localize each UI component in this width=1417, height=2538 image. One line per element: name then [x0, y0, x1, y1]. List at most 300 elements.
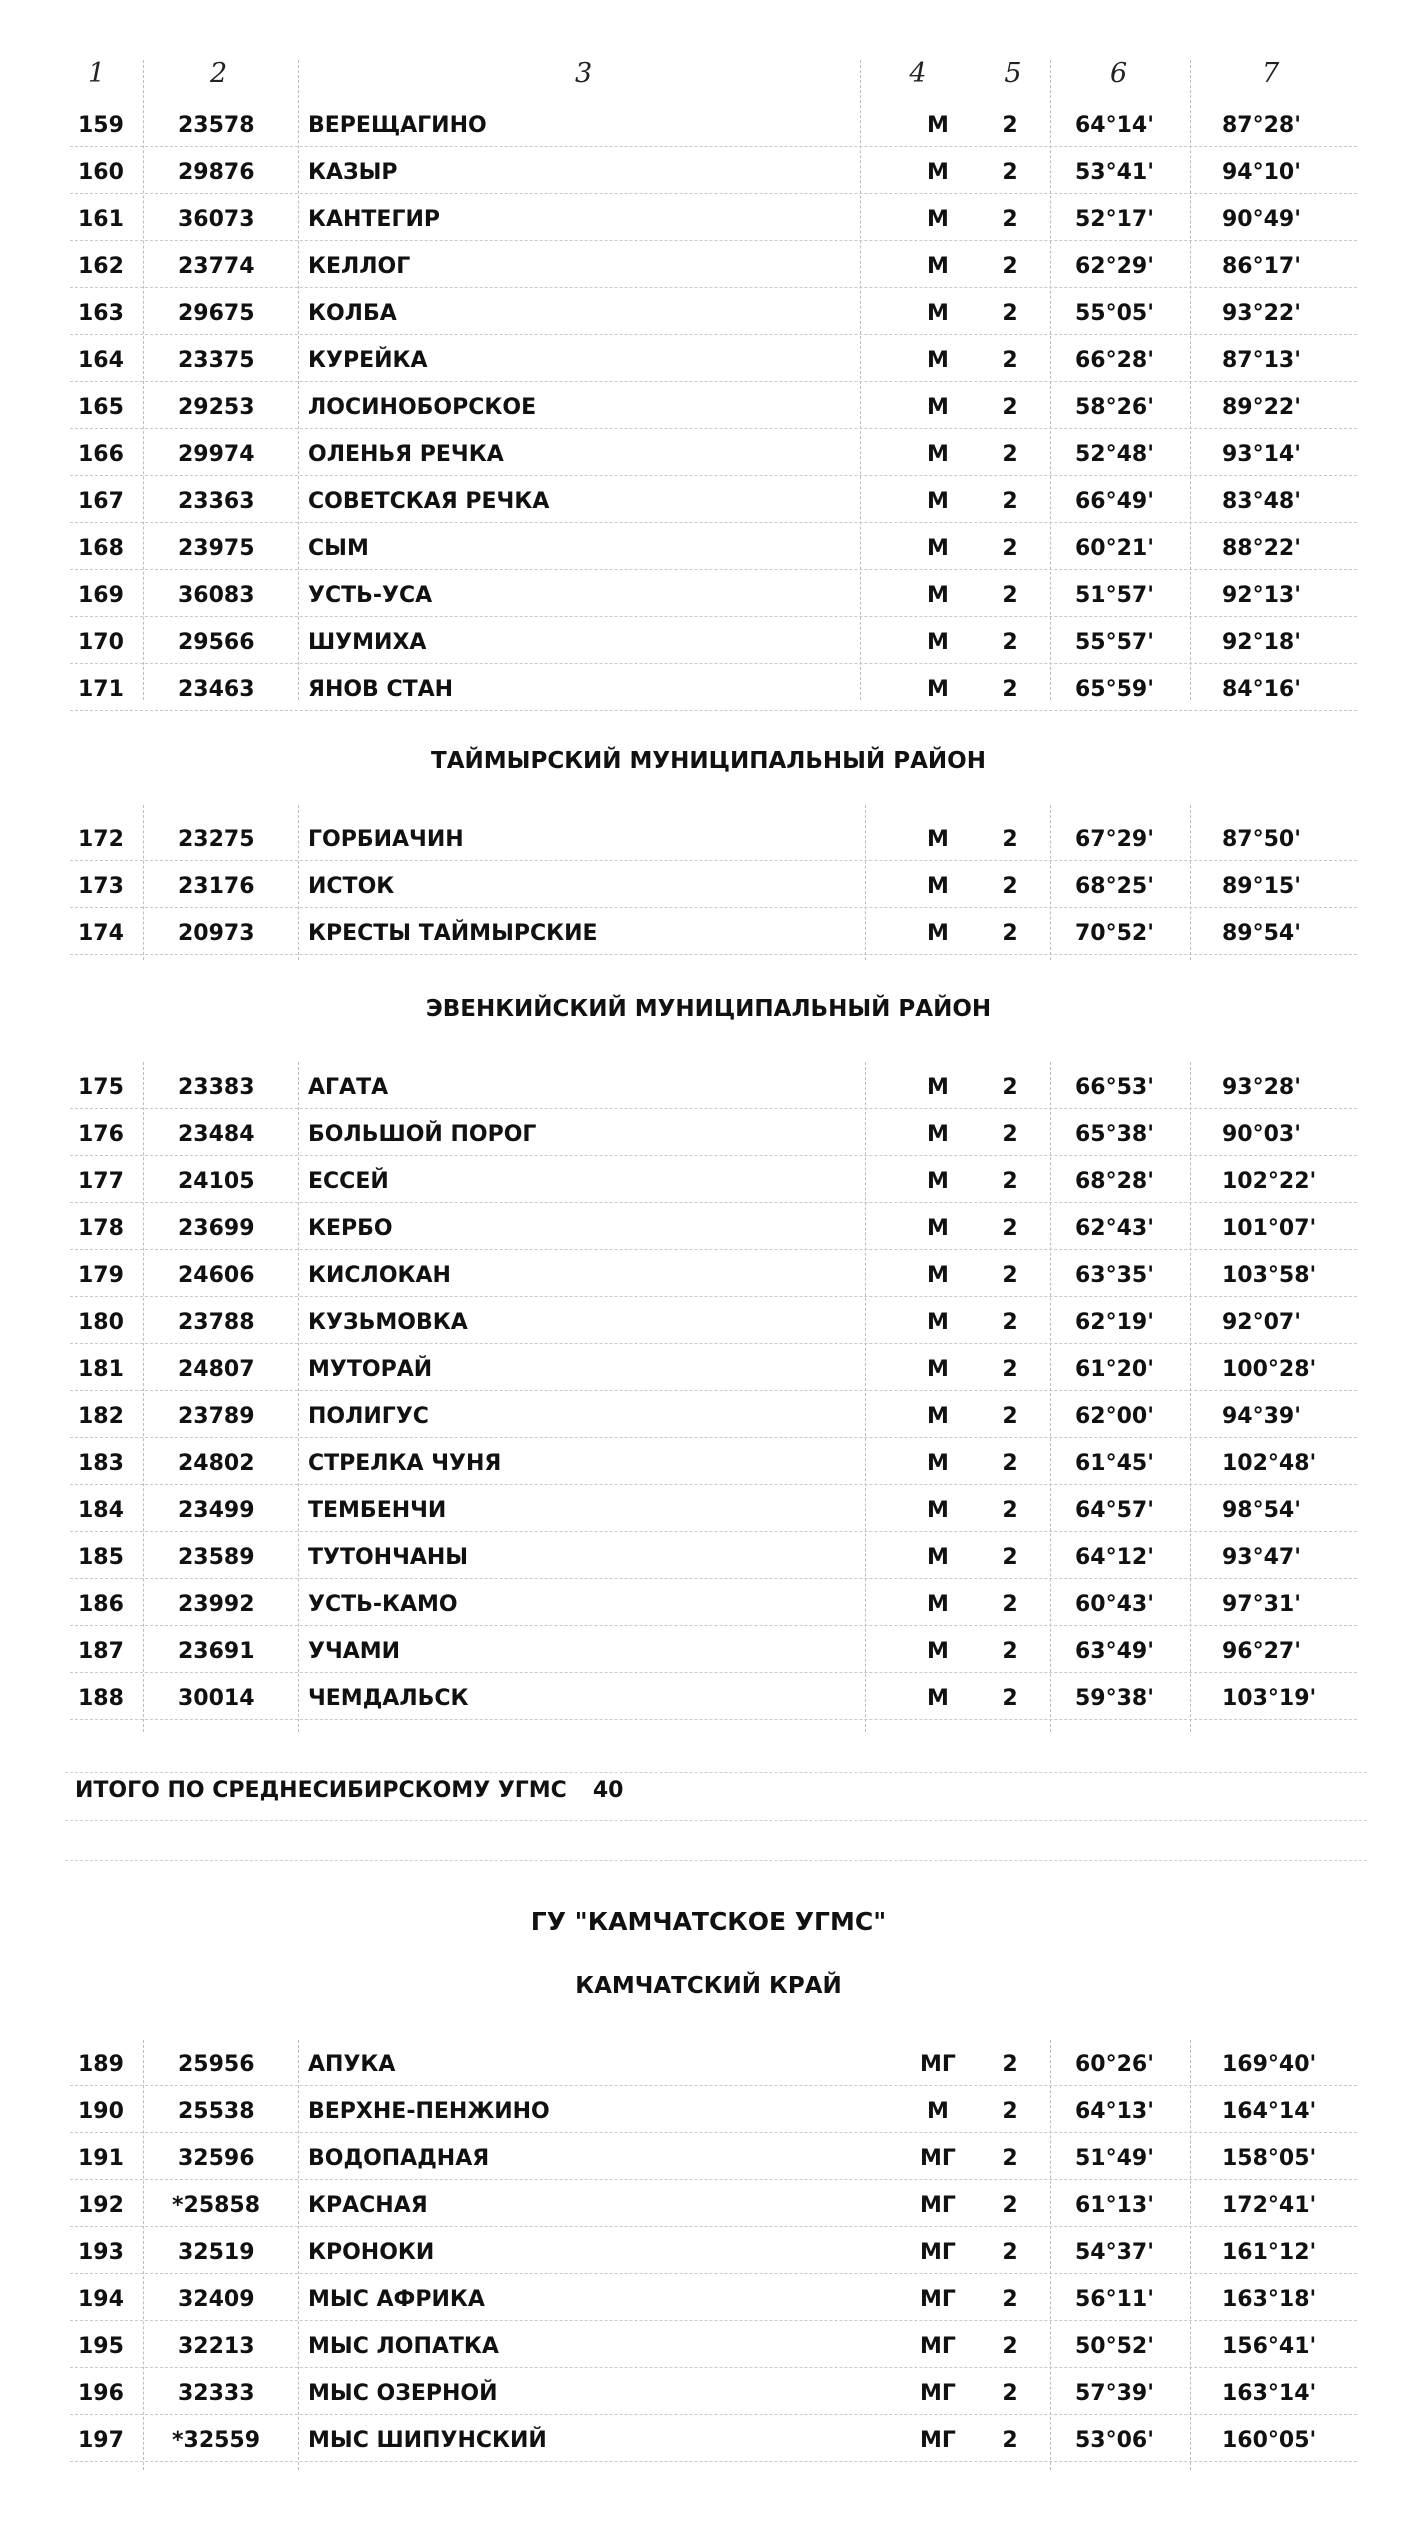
header-col-7: 7: [1262, 58, 1280, 89]
row-number: 186: [78, 1592, 124, 1617]
table-row: [0, 619, 1417, 666]
station-index: *32559: [172, 2428, 261, 2453]
station-index: 30014: [178, 1686, 255, 1711]
latitude: 55°57': [1075, 630, 1154, 655]
row-number: 190: [78, 2099, 124, 2124]
station-type: МГ: [920, 2334, 956, 2359]
table-row: [0, 666, 1417, 713]
table-row: [0, 910, 1417, 957]
row-number: 179: [78, 1263, 124, 1288]
row-number: 193: [78, 2240, 124, 2265]
station-index: 23383: [178, 1075, 255, 1100]
table-row: [0, 1628, 1417, 1675]
row-number: 178: [78, 1216, 124, 1241]
latitude: 66°28': [1075, 348, 1154, 373]
station-index: 29675: [178, 301, 255, 326]
row-number: 166: [78, 442, 124, 467]
station-index: 23499: [178, 1498, 255, 1523]
station-category: 2: [1002, 1310, 1018, 1335]
table-row: [0, 1111, 1417, 1158]
table-row: [0, 102, 1417, 149]
station-type: МГ: [920, 2381, 956, 2406]
table-row: [0, 1158, 1417, 1205]
station-type: М: [927, 1592, 949, 1617]
table-row: [0, 1534, 1417, 1581]
station-index: 29253: [178, 395, 255, 420]
station-type: М: [927, 1122, 949, 1147]
table-row: [0, 2323, 1417, 2370]
station-type: М: [927, 1216, 949, 1241]
table-row: [0, 1487, 1417, 1534]
station-name: УСТЬ-КАМО: [308, 1592, 458, 1617]
station-name: КАНТЕГИР: [308, 207, 441, 232]
latitude: 65°59': [1075, 677, 1154, 702]
station-category: 2: [1002, 301, 1018, 326]
row-number: 164: [78, 348, 124, 373]
station-type: М: [927, 1451, 949, 1476]
longitude: 158°05': [1222, 2146, 1317, 2171]
table-row: [0, 1205, 1417, 1252]
table-row: [0, 149, 1417, 196]
station-category: 2: [1002, 1169, 1018, 1194]
row-number: 197: [78, 2428, 124, 2453]
station-category: 2: [1002, 2381, 1018, 2406]
latitude: 50°52': [1075, 2334, 1154, 2359]
station-type: МГ: [920, 2240, 956, 2265]
station-type: М: [927, 1263, 949, 1288]
row-number: 165: [78, 395, 124, 420]
station-category: 2: [1002, 1639, 1018, 1664]
total-value: 40: [592, 1778, 624, 1803]
table-row: [0, 1252, 1417, 1299]
station-category: 2: [1002, 583, 1018, 608]
station-index: 29974: [178, 442, 255, 467]
station-category: 2: [1002, 677, 1018, 702]
station-category: 2: [1002, 2099, 1018, 2124]
station-name: ГОРБИАЧИН: [308, 827, 464, 852]
section-title-evenki: ЭВЕНКИЙСКИЙ МУНИЦИПАЛЬНЫЙ РАЙОН: [425, 996, 992, 1022]
station-category: 2: [1002, 1545, 1018, 1570]
station-name: КЕЛЛОГ: [308, 254, 411, 279]
header-col-3: 3: [575, 58, 593, 89]
table-row: [0, 1064, 1417, 1111]
station-name: МУТОРАЙ: [308, 1357, 433, 1382]
table-row: [0, 478, 1417, 525]
latitude: 62°29': [1075, 254, 1154, 279]
table-row: [0, 290, 1417, 337]
longitude: 83°48': [1222, 489, 1301, 514]
table-row: [0, 2417, 1417, 2464]
station-index: 25538: [178, 2099, 255, 2124]
latitude: 57°39': [1075, 2381, 1154, 2406]
station-category: 2: [1002, 536, 1018, 561]
table-row: [0, 1675, 1417, 1722]
station-type: М: [927, 583, 949, 608]
station-type: М: [927, 113, 949, 138]
latitude: 58°26': [1075, 395, 1154, 420]
station-name: ЧЕМДАЛЬСК: [308, 1686, 469, 1711]
row-number: 196: [78, 2381, 124, 2406]
station-type: М: [927, 1686, 949, 1711]
station-name: МЫС ОЗЕРНОЙ: [308, 2381, 498, 2406]
longitude: 103°19': [1222, 1686, 1317, 1711]
table-row: [0, 196, 1417, 243]
longitude: 94°10': [1222, 160, 1301, 185]
table-row: [0, 525, 1417, 572]
row-number: 172: [78, 827, 124, 852]
longitude: 87°13': [1222, 348, 1301, 373]
station-name: ТУТОНЧАНЫ: [308, 1545, 469, 1570]
station-index: 23975: [178, 536, 255, 561]
latitude: 56°11': [1075, 2287, 1154, 2312]
longitude: 100°28': [1222, 1357, 1317, 1382]
latitude: 52°48': [1075, 442, 1154, 467]
table-header: [0, 58, 1417, 102]
station-index: 36083: [178, 583, 255, 608]
divider: [65, 1772, 1367, 1773]
longitude: 156°41': [1222, 2334, 1317, 2359]
longitude: 88°22': [1222, 536, 1301, 561]
table-row: [0, 1581, 1417, 1628]
row-number: 171: [78, 677, 124, 702]
station-index: 23463: [178, 677, 255, 702]
latitude: 66°49': [1075, 489, 1154, 514]
station-category: 2: [1002, 113, 1018, 138]
station-index: 23176: [178, 874, 255, 899]
total-line: [75, 1778, 623, 1803]
row-number: 161: [78, 207, 124, 232]
row-number: 180: [78, 1310, 124, 1335]
station-category: 2: [1002, 1075, 1018, 1100]
row-number: 173: [78, 874, 124, 899]
station-category: 2: [1002, 1263, 1018, 1288]
row-number: 184: [78, 1498, 124, 1523]
station-name: КЕРБО: [308, 1216, 393, 1241]
station-name: ПОЛИГУС: [308, 1404, 429, 1429]
station-category: 2: [1002, 2146, 1018, 2171]
section-title-kamchatka: КАМЧАТСКИЙ КРАЙ: [575, 1973, 842, 1999]
header-col-5: 5: [1004, 58, 1022, 89]
station-name: ИСТОК: [308, 874, 395, 899]
station-category: 2: [1002, 395, 1018, 420]
station-index: 32333: [178, 2381, 255, 2406]
longitude: 92°18': [1222, 630, 1301, 655]
station-index: 24802: [178, 1451, 255, 1476]
longitude: 93°28': [1222, 1075, 1301, 1100]
longitude: 87°50': [1222, 827, 1301, 852]
longitude: 94°39': [1222, 1404, 1301, 1429]
station-category: 2: [1002, 630, 1018, 655]
latitude: 61°45': [1075, 1451, 1154, 1476]
latitude: 62°43': [1075, 1216, 1154, 1241]
station-type: М: [927, 1169, 949, 1194]
station-index: 23275: [178, 827, 255, 852]
station-type: М: [927, 1357, 949, 1382]
station-name: МЫС АФРИКА: [308, 2287, 485, 2312]
latitude: 61°13': [1075, 2193, 1154, 2218]
table-row: [0, 2229, 1417, 2276]
longitude: 163°18': [1222, 2287, 1317, 2312]
station-type: М: [927, 1075, 949, 1100]
station-index: 23578: [178, 113, 255, 138]
station-name: КРОНОКИ: [308, 2240, 435, 2265]
latitude: 68°25': [1075, 874, 1154, 899]
table-row: [0, 384, 1417, 431]
station-name: БОЛЬШОЙ ПОРОГ: [308, 1122, 537, 1147]
row-number: 174: [78, 921, 124, 946]
station-type: МГ: [920, 2287, 956, 2312]
station-type: М: [927, 395, 949, 420]
station-name: КОЛБА: [308, 301, 397, 326]
station-type: М: [927, 1639, 949, 1664]
station-index: 23589: [178, 1545, 255, 1570]
station-name: УСТЬ-УСА: [308, 583, 433, 608]
table-row: [0, 1440, 1417, 1487]
latitude: 66°53': [1075, 1075, 1154, 1100]
longitude: 98°54': [1222, 1498, 1301, 1523]
longitude: 96°27': [1222, 1639, 1301, 1664]
station-name: КРЕСТЫ ТАЙМЫРСКИЕ: [308, 921, 598, 946]
station-name: ОЛЕНЬЯ РЕЧКА: [308, 442, 504, 467]
latitude: 65°38': [1075, 1122, 1154, 1147]
station-category: 2: [1002, 348, 1018, 373]
table-row: [0, 431, 1417, 478]
station-name: УЧАМИ: [308, 1639, 401, 1664]
station-type: М: [927, 1310, 949, 1335]
station-category: 2: [1002, 489, 1018, 514]
row-number: 185: [78, 1545, 124, 1570]
latitude: 53°06': [1075, 2428, 1154, 2453]
row-number: 195: [78, 2334, 124, 2359]
station-index: 32409: [178, 2287, 255, 2312]
longitude: 161°12': [1222, 2240, 1317, 2265]
row-number: 162: [78, 254, 124, 279]
longitude: 93°22': [1222, 301, 1301, 326]
header-col-4: 4: [909, 58, 927, 89]
latitude: 63°35': [1075, 1263, 1154, 1288]
row-number: 175: [78, 1075, 124, 1100]
row-number: 160: [78, 160, 124, 185]
station-category: 2: [1002, 921, 1018, 946]
station-index: *25858: [172, 2193, 261, 2218]
latitude: 64°13': [1075, 2099, 1154, 2124]
station-name: СОВЕТСКАЯ РЕЧКА: [308, 489, 550, 514]
station-type: М: [927, 827, 949, 852]
station-category: 2: [1002, 2052, 1018, 2077]
station-name: ВЕРЕЩАГИНО: [308, 113, 487, 138]
table-row: [0, 572, 1417, 619]
station-type: М: [927, 536, 949, 561]
agency-title: ГУ "КАМЧАТСКОЕ УГМС": [530, 1907, 887, 1936]
latitude: 62°00': [1075, 1404, 1154, 1429]
station-name: ЕССЕЙ: [308, 1169, 389, 1194]
station-index: 32596: [178, 2146, 255, 2171]
table-row: [0, 816, 1417, 863]
station-category: 2: [1002, 2240, 1018, 2265]
station-type: М: [927, 677, 949, 702]
section-title-taimyr: ТАЙМЫРСКИЙ МУНИЦИПАЛЬНЫЙ РАЙОН: [431, 748, 986, 774]
row-number: 177: [78, 1169, 124, 1194]
station-category: 2: [1002, 1498, 1018, 1523]
longitude: 172°41': [1222, 2193, 1317, 2218]
station-index: 23774: [178, 254, 255, 279]
latitude: 67°29': [1075, 827, 1154, 852]
header-col-6: 6: [1110, 58, 1128, 89]
longitude: 101°07': [1222, 1216, 1317, 1241]
table-row: [0, 2088, 1417, 2135]
longitude: 89°54': [1222, 921, 1301, 946]
station-type: М: [927, 630, 949, 655]
header-col-2: 2: [210, 58, 228, 89]
table-row: [0, 337, 1417, 384]
station-index: 36073: [178, 207, 255, 232]
divider: [65, 1860, 1367, 1861]
station-category: 2: [1002, 1216, 1018, 1241]
station-type: МГ: [920, 2052, 956, 2077]
table-row: [0, 2135, 1417, 2182]
station-index: 25956: [178, 2052, 255, 2077]
station-category: 2: [1002, 2334, 1018, 2359]
latitude: 60°43': [1075, 1592, 1154, 1617]
table-row: [0, 2182, 1417, 2229]
station-category: 2: [1002, 874, 1018, 899]
longitude: 90°49': [1222, 207, 1301, 232]
row-number: 182: [78, 1404, 124, 1429]
station-type: М: [927, 921, 949, 946]
latitude: 51°49': [1075, 2146, 1154, 2171]
latitude: 70°52': [1075, 921, 1154, 946]
station-category: 2: [1002, 207, 1018, 232]
row-number: 183: [78, 1451, 124, 1476]
station-name: ВЕРХНЕ-ПЕНЖИНО: [308, 2099, 550, 2124]
longitude: 86°17': [1222, 254, 1301, 279]
station-name: ЯНОВ СТАН: [308, 677, 454, 702]
station-name: МЫС ШИПУНСКИЙ: [308, 2428, 547, 2453]
station-type: М: [927, 207, 949, 232]
station-type: М: [927, 301, 949, 326]
station-name: КУРЕЙКА: [308, 348, 428, 373]
table-row: [0, 2276, 1417, 2323]
station-type: М: [927, 254, 949, 279]
longitude: 87°28': [1222, 113, 1301, 138]
row-number: 191: [78, 2146, 124, 2171]
row-number: 187: [78, 1639, 124, 1664]
row-number: 168: [78, 536, 124, 561]
header-col-1: 1: [88, 58, 106, 89]
station-category: 2: [1002, 2287, 1018, 2312]
station-name: КУЗЬМОВКА: [308, 1310, 468, 1335]
station-index: 23992: [178, 1592, 255, 1617]
row-number: 163: [78, 301, 124, 326]
station-category: 2: [1002, 160, 1018, 185]
longitude: 84°16': [1222, 677, 1301, 702]
latitude: 64°12': [1075, 1545, 1154, 1570]
station-type: М: [927, 2099, 949, 2124]
station-type: М: [927, 1545, 949, 1570]
longitude: 93°47': [1222, 1545, 1301, 1570]
station-category: 2: [1002, 2193, 1018, 2218]
table-row: [0, 1346, 1417, 1393]
table-row: [0, 1393, 1417, 1440]
latitude: 62°19': [1075, 1310, 1154, 1335]
station-name: АГАТА: [308, 1075, 389, 1100]
latitude: 54°37': [1075, 2240, 1154, 2265]
longitude: 93°14': [1222, 442, 1301, 467]
station-type: М: [927, 489, 949, 514]
station-index: 29876: [178, 160, 255, 185]
longitude: 169°40': [1222, 2052, 1317, 2077]
station-category: 2: [1002, 2428, 1018, 2453]
station-type: М: [927, 874, 949, 899]
station-index: 24105: [178, 1169, 255, 1194]
latitude: 53°41': [1075, 160, 1154, 185]
station-type: М: [927, 348, 949, 373]
station-type: МГ: [920, 2428, 956, 2453]
station-index: 23788: [178, 1310, 255, 1335]
station-type: М: [927, 442, 949, 467]
station-index: 23375: [178, 348, 255, 373]
station-category: 2: [1002, 1122, 1018, 1147]
row-number: 189: [78, 2052, 124, 2077]
latitude: 61°20': [1075, 1357, 1154, 1382]
latitude: 63°49': [1075, 1639, 1154, 1664]
table-row: [0, 243, 1417, 290]
row-number: 192: [78, 2193, 124, 2218]
station-type: МГ: [920, 2193, 956, 2218]
row-number: 176: [78, 1122, 124, 1147]
row-number: 167: [78, 489, 124, 514]
latitude: 52°17': [1075, 207, 1154, 232]
station-category: 2: [1002, 1592, 1018, 1617]
latitude: 60°26': [1075, 2052, 1154, 2077]
row-number: 170: [78, 630, 124, 655]
station-category: 2: [1002, 254, 1018, 279]
station-category: 2: [1002, 1451, 1018, 1476]
row-number: 169: [78, 583, 124, 608]
row-number: 194: [78, 2287, 124, 2312]
station-index: 23363: [178, 489, 255, 514]
longitude: 102°22': [1222, 1169, 1317, 1194]
station-name: ЛОСИНОБОРСКОЕ: [308, 395, 537, 420]
longitude: 92°13': [1222, 583, 1301, 608]
longitude: 89°15': [1222, 874, 1301, 899]
longitude: 160°05': [1222, 2428, 1317, 2453]
table-row: [0, 863, 1417, 910]
station-type: МГ: [920, 2146, 956, 2171]
station-name: КРАСНАЯ: [308, 2193, 428, 2218]
longitude: 164°14': [1222, 2099, 1317, 2124]
station-category: 2: [1002, 1404, 1018, 1429]
row-number: 159: [78, 113, 124, 138]
station-index: 24807: [178, 1357, 255, 1382]
station-name: СЫМ: [308, 536, 369, 561]
station-type: М: [927, 1404, 949, 1429]
station-name: КИСЛОКАН: [308, 1263, 451, 1288]
latitude: 64°14': [1075, 113, 1154, 138]
station-category: 2: [1002, 442, 1018, 467]
station-index: 32213: [178, 2334, 255, 2359]
station-type: М: [927, 160, 949, 185]
station-index: 23789: [178, 1404, 255, 1429]
row-number: 181: [78, 1357, 124, 1382]
total-label: ИТОГО ПО СРЕДНЕСИБИРСКОМУ УГМС: [75, 1778, 567, 1803]
station-name: АПУКА: [308, 2052, 396, 2077]
longitude: 97°31': [1222, 1592, 1301, 1617]
table-row: [0, 2041, 1417, 2088]
longitude: 102°48': [1222, 1451, 1317, 1476]
latitude: 64°57': [1075, 1498, 1154, 1523]
station-name: ШУМИХА: [308, 630, 427, 655]
